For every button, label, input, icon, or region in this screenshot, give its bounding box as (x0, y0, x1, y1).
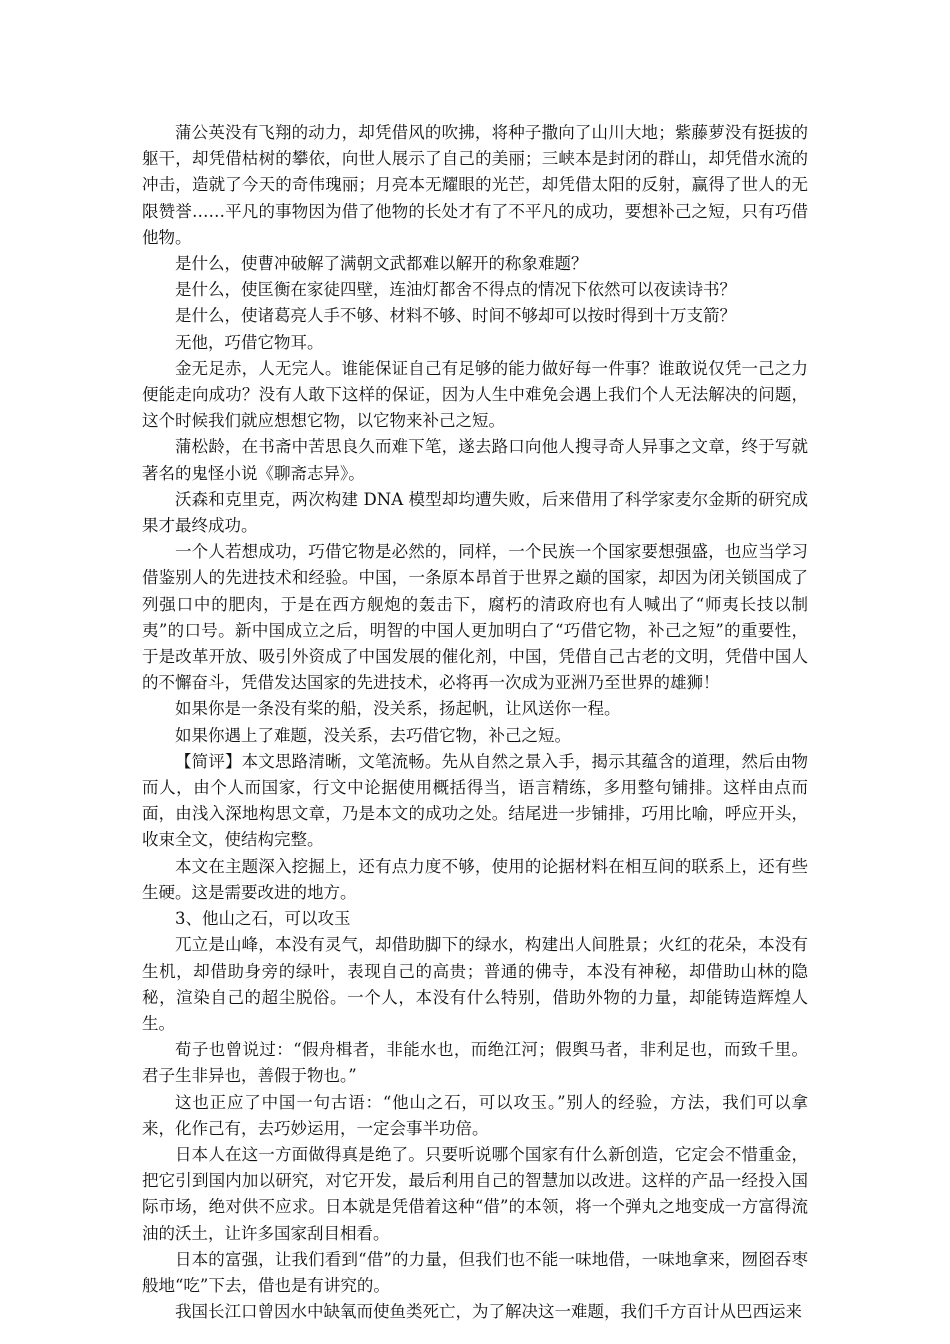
paragraph: 本文在主题深入挖掘上，还有点力度不够，使用的论据材料在相互间的联系上，还有些生硬。这是需要改进的地方。 (142, 856, 808, 902)
paragraph: 荀子也曾说过：“假舟楫者，非能水也，而绝江河；假舆马者，非利足也，而致千里。君子生非异也，善假于物也。” (142, 1040, 808, 1086)
paragraph: 我国长江口曾因水中缺氧而使鱼类死亡，为了解决这一难题，我们千方百计从巴西运来 (175, 1302, 802, 1322)
paragraph: 蒲松龄，在书斋中苦思良久而难下笔，遂去路口向他人搜寻奇人异事之文章，终于写就著名的鬼怪小说《聊斋志异》。 (142, 437, 808, 483)
paragraph: 这也正应了中国一句古语：“他山之石，可以攻玉。”别人的经验，方法，我们可以拿来，化作己有，去巧妙运用，一定会事半功倍。 (142, 1092, 808, 1138)
paragraph: 无他，巧借它物耳。 (175, 332, 324, 352)
paragraph: 日本的富强，让我们看到“借”的力量，但我们也不能一味地借，一味地拿来，囫囵吞枣般地“吃”下去，借也是有讲究的。 (142, 1249, 808, 1295)
paragraph: 如果你遇上了难题，没关系，去巧借它物，补己之短。 (175, 725, 571, 745)
section-heading: 3、他山之石，可以攻玉 (175, 909, 351, 929)
paragraph: 是什么，使匡衡在家徒四壁，连油灯都舍不得点的情况下依然可以夜读诗书？ (175, 280, 736, 300)
paragraph: 蒲公英没有飞翔的动力，却凭借风的吹拂，将种子撒向了山川大地；紫藤萝没有挺拔的躯干，却凭借枯树的攀依，向世人展示了自己的美丽；三峡本是封闭的群山，却凭借水流的冲击，造就了今天的奇伟瑰丽；月亮本无耀眼的光芒，却凭借太阳的反射，赢得了世人的无限赞誉……平凡的事物因为借了他物的长处才有了不平凡的成功，要想补己之短，只有巧借他物。 (142, 123, 808, 247)
commentary-paragraph: 【简评】本文思路清晰，文笔流畅。先从自然之景入手，揭示其蕴含的道理，然后由物而人，由个人而国家，行文中论据使用概括得当，语言精练，多用整句铺排。这样由点而面，由浅入深地构思文章，乃是本文的成功之处。结尾进一步铺排，巧用比喻，呼应开头，收束全文，使结构完整。 (142, 751, 808, 850)
paragraph: 兀立是山峰，本没有灵气，却借助脚下的绿水，构建出人间胜景；火红的花朵，本没有生机，却借助身旁的绿叶，表现自己的高贵；普通的佛寺，本没有神秘，却借助山林的隐秘，渲染自己的超尘脱俗。一个人，本没有什么特别，借助外物的力量，却能铸造辉煌人生。 (142, 935, 808, 1033)
paragraph: 如果你是一条没有桨的船，没关系，扬起帆，让风送你一程。 (175, 699, 621, 719)
paragraph: 是什么，使曹冲破解了满朝文武都难以解开的称象难题？ (175, 254, 588, 274)
paragraph: 是什么，使诸葛亮人手不够、材料不够、时间不够却可以按时得到十万支箭？ (175, 306, 736, 326)
paragraph: 沃森和克里克，两次构建 DNA 模型却均遭失败，后来借用了科学家麦尔金斯的研究成果才最终成功。 (142, 489, 808, 536)
paragraph: 日本人在这一方面做得真是绝了。只要听说哪个国家有什么新创造，它定会不惜重金，把它引到国内加以研究，对它开发，最后利用自己的智慧加以改进。这样的产品一经投入国际市场，绝对供不应求。日本就是凭借着这种“借”的本领，将一个弹丸之地变成一方富得流油的沃土，让许多国家刮目相看。 (142, 1144, 808, 1243)
paragraph: 金无足赤，人无完人。谁能保证自己有足够的能力做好每一件事？谁敢说仅凭一己之力便能走向成功？没有人敢下这样的保证，因为人生中难免会遇上我们个人无法解决的问题，这个时候我们就应想想它物，以它物来补己之短。 (142, 358, 808, 431)
document-body (142, 120, 808, 1325)
paragraph: 一个人若想成功，巧借它物是必然的，同样，一个民族一个国家要想强盛，也应当学习借鉴别人的先进技术和经验。中国，一条原本昂首于世界之巅的国家，却因为闭关锁国成了列强口中的肥肉，于是在西方舰炮的轰击下，腐朽的清政府也有人喊出了“师夷长技以制夷”的口号。新中国成立之后，明智的中国人更加明白了“巧借它物，补己之短”的重要性，于是改革开放、吸引外资成了中国发展的催化剂，中国，凭借自己古老的文明，凭借中国人的不懈奋斗，凭借发达国家的先进技术，必将再一次成为亚洲乃至世界的雄狮！ (142, 542, 808, 693)
